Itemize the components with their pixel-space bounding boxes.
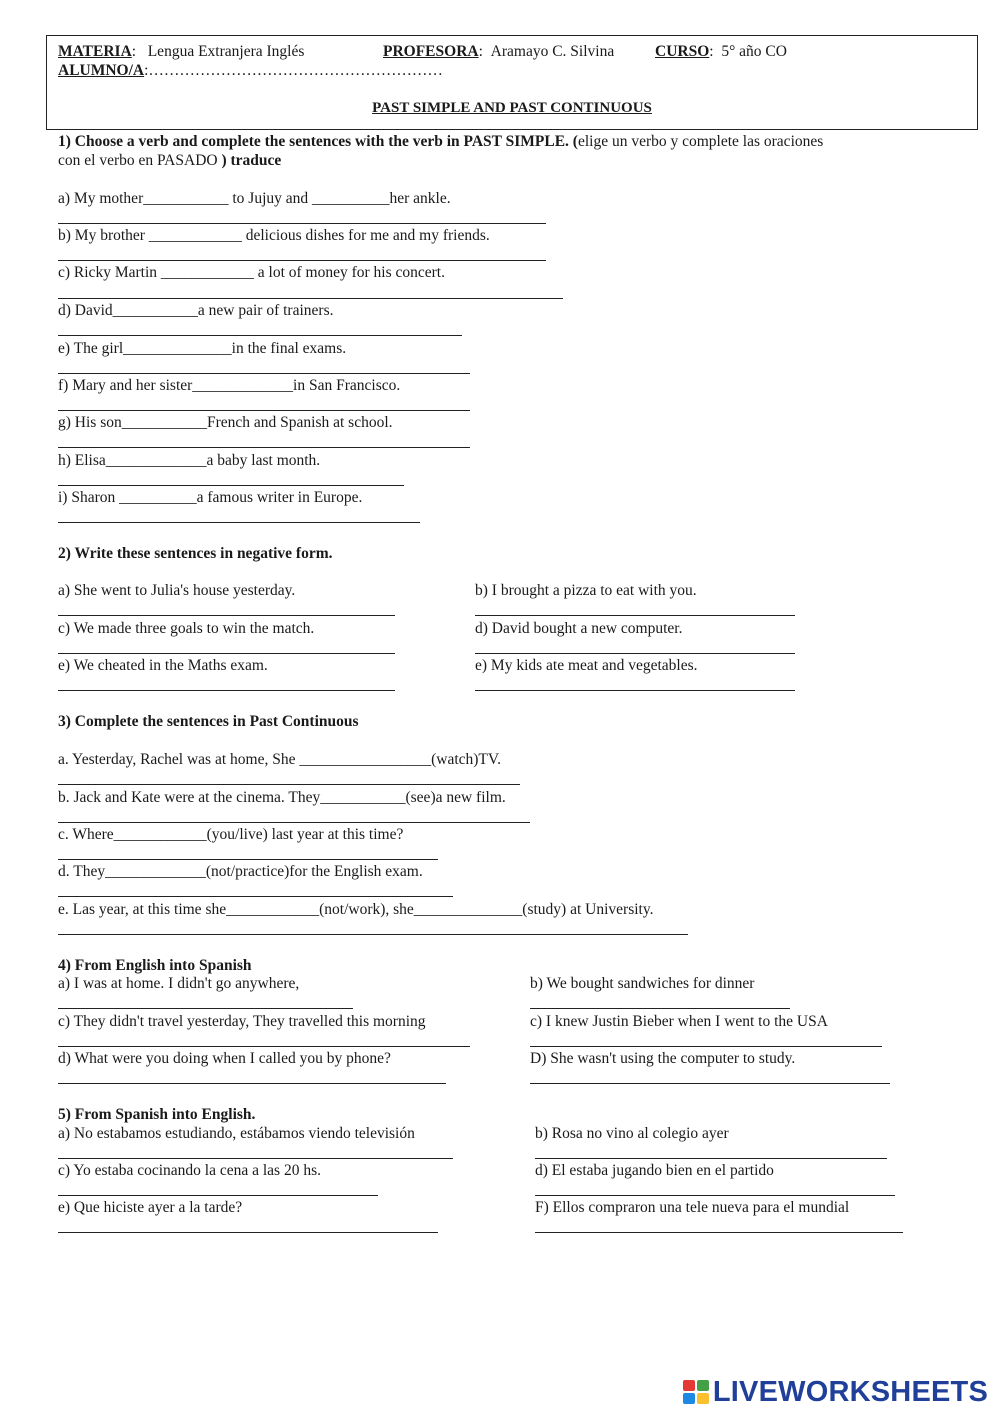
- s1-item-a: a) My mother___________ to Jujuy and __________her ankle.: [58, 190, 451, 207]
- s4-answer-line-c[interactable]: [58, 1046, 470, 1047]
- s3-item-a: a. Yesterday, Rachel was at home, She _________________(watch)TV.: [58, 751, 501, 768]
- s5-item-b: b) Rosa no vino al colegio ayer: [535, 1125, 729, 1142]
- s1-answer-line-c[interactable]: [58, 298, 563, 299]
- s3-answer-line-c[interactable]: [58, 859, 438, 860]
- alumno-row: [58, 62, 443, 80]
- s5-item-f: F) Ellos compraron una tele nueva para el mundial: [535, 1199, 850, 1216]
- s3-answer-line-e[interactable]: [58, 934, 688, 935]
- s1-item-g: g) His son___________French and Spanish at school.: [58, 414, 393, 431]
- s5-answer-line-a[interactable]: [58, 1158, 453, 1159]
- materia-value: Lengua Extranjera Inglés: [147, 43, 305, 60]
- materia-row: MATERIA: Lengua Extranjera Inglés: [58, 43, 305, 60]
- s1-item-b: b) My brother ____________ delicious dishes for me and my friends.: [58, 227, 490, 244]
- s1-item-c: c) Ricky Martin ____________ a lot of money for his concert.: [58, 264, 445, 281]
- s2-answer-line-c[interactable]: [58, 653, 395, 654]
- profesora-value: Aramayo C. Silvina: [490, 43, 615, 60]
- s4-item-c2: c) I knew Justin Bieber when I went to the USA: [530, 1013, 828, 1030]
- s2-answer-line-b[interactable]: [475, 615, 795, 616]
- liveworksheets-logo: [683, 1375, 988, 1408]
- s1-answer-line-a[interactable]: [58, 223, 546, 224]
- s3-answer-line-d[interactable]: [58, 896, 453, 897]
- s4-item-d: d) What were you doing when I called you by phone?: [58, 1050, 391, 1067]
- s5-item-d: d) El estaba jugando bien en el partido: [535, 1162, 774, 1179]
- section3-heading: 3) Complete the sentences in Past Continuous: [58, 713, 359, 730]
- s2-item-a: a) She went to Julia's house yesterday.: [58, 582, 296, 599]
- s4-answer-line-d2[interactable]: [530, 1083, 890, 1084]
- curso-row: CURSO: 5° año CO: [655, 43, 787, 60]
- section1-heading: 1) Choose a verb and complete the sentences with the verb in PAST SIMPLE. (elige un verbo y complete las oraciones: [58, 133, 824, 150]
- s1-answer-line-i[interactable]: [58, 522, 420, 523]
- s1-item-h: h) Elisa_____________a baby last month.: [58, 452, 321, 469]
- s3-answer-line-b[interactable]: [58, 822, 530, 823]
- s4-answer-line-d[interactable]: [58, 1083, 446, 1084]
- s1-answer-line-e[interactable]: [58, 373, 470, 374]
- s4-item-d2: D) She wasn't using the computer to study.: [530, 1050, 796, 1067]
- s1-answer-line-h[interactable]: [58, 485, 404, 486]
- s2-answer-line-a[interactable]: [58, 615, 395, 616]
- s4-answer-line-a[interactable]: [58, 1008, 353, 1009]
- s2-item-e: e) We cheated in the Maths exam.: [58, 657, 268, 674]
- s5-item-c: c) Yo estaba cocinando la cena a las 20 hs.: [58, 1162, 321, 1179]
- s4-answer-line-c2[interactable]: [530, 1046, 882, 1047]
- s1-item-e: e) The girl______________in the final exams.: [58, 340, 347, 357]
- s1-answer-line-f[interactable]: [58, 410, 470, 411]
- s5-answer-line-c[interactable]: [58, 1195, 378, 1196]
- s2-answer-line-e[interactable]: [58, 690, 395, 691]
- profesora-label: PROFESORA: [383, 43, 479, 60]
- s5-answer-line-b[interactable]: [535, 1158, 887, 1159]
- s1-answer-line-d[interactable]: [58, 335, 462, 336]
- page-title: PAST SIMPLE AND PAST CONTINUOUS: [372, 100, 652, 116]
- s1-answer-line-g[interactable]: [58, 447, 470, 448]
- s3-item-b: b. Jack and Kate were at the cinema. They___________(see)a new film.: [58, 789, 506, 806]
- alumno-field[interactable]: :…………………………………………………: [144, 62, 443, 79]
- s5-answer-line-d[interactable]: [535, 1195, 895, 1196]
- s1-item-d: d) David___________a new pair of trainers.: [58, 302, 334, 319]
- s4-item-c: c) They didn't travel yesterday, They travelled this morning: [58, 1013, 426, 1030]
- section5-heading: 5) From Spanish into English.: [58, 1106, 256, 1123]
- s3-answer-line-a[interactable]: [58, 784, 520, 785]
- curso-value: 5° año CO: [721, 43, 787, 60]
- s2-item-e2: e) My kids ate meat and vegetables.: [475, 657, 698, 674]
- s2-item-c: c) We made three goals to win the match.: [58, 620, 315, 637]
- s3-item-d: d. They_____________(not/practice)for the English exam.: [58, 863, 423, 880]
- section2-heading: 2) Write these sentences in negative form.: [58, 545, 333, 562]
- s2-answer-line-e2[interactable]: [475, 690, 795, 691]
- section4-heading: 4) From English into Spanish: [58, 957, 252, 974]
- liveworksheets-logo-icon: [683, 1380, 709, 1404]
- profesora-row: PROFESORA: Aramayo C. Silvina: [383, 43, 615, 60]
- s1-item-i: i) Sharon __________a famous writer in Europe.: [58, 489, 363, 506]
- curso-label: CURSO: [655, 43, 710, 60]
- s5-item-e: e) Que hiciste ayer a la tarde?: [58, 1199, 243, 1216]
- s1-answer-line-b[interactable]: [58, 260, 546, 261]
- alumno-label: ALUMNO/A: [58, 62, 145, 79]
- s3-item-c: c. Where____________(you/live) last year at this time?: [58, 826, 404, 843]
- s2-answer-line-d[interactable]: [475, 653, 795, 654]
- s5-answer-line-e[interactable]: [58, 1232, 438, 1233]
- section1-heading-line2: con el verbo en PASADO ) traduce: [58, 152, 282, 169]
- s4-item-a: a) I was at home. I didn't go anywhere,: [58, 975, 300, 992]
- s2-item-d: d) David bought a new computer.: [475, 620, 683, 637]
- s1-item-f: f) Mary and her sister_____________in San Francisco.: [58, 377, 401, 394]
- s4-answer-line-b[interactable]: [530, 1008, 790, 1009]
- materia-label: MATERIA: [58, 43, 132, 60]
- s5-item-a: a) No estabamos estudiando, estábamos viendo televisión: [58, 1125, 415, 1142]
- s4-item-b: b) We bought sandwiches for dinner: [530, 975, 755, 992]
- liveworksheets-logo-text: LIVEWORKSHEETS: [712, 1375, 988, 1408]
- s2-item-b: b) I brought a pizza to eat with you.: [475, 582, 697, 599]
- s5-answer-line-f[interactable]: [535, 1232, 903, 1233]
- s3-item-e: e. Las year, at this time she____________(not/work), she______________(study) at University.: [58, 901, 654, 918]
